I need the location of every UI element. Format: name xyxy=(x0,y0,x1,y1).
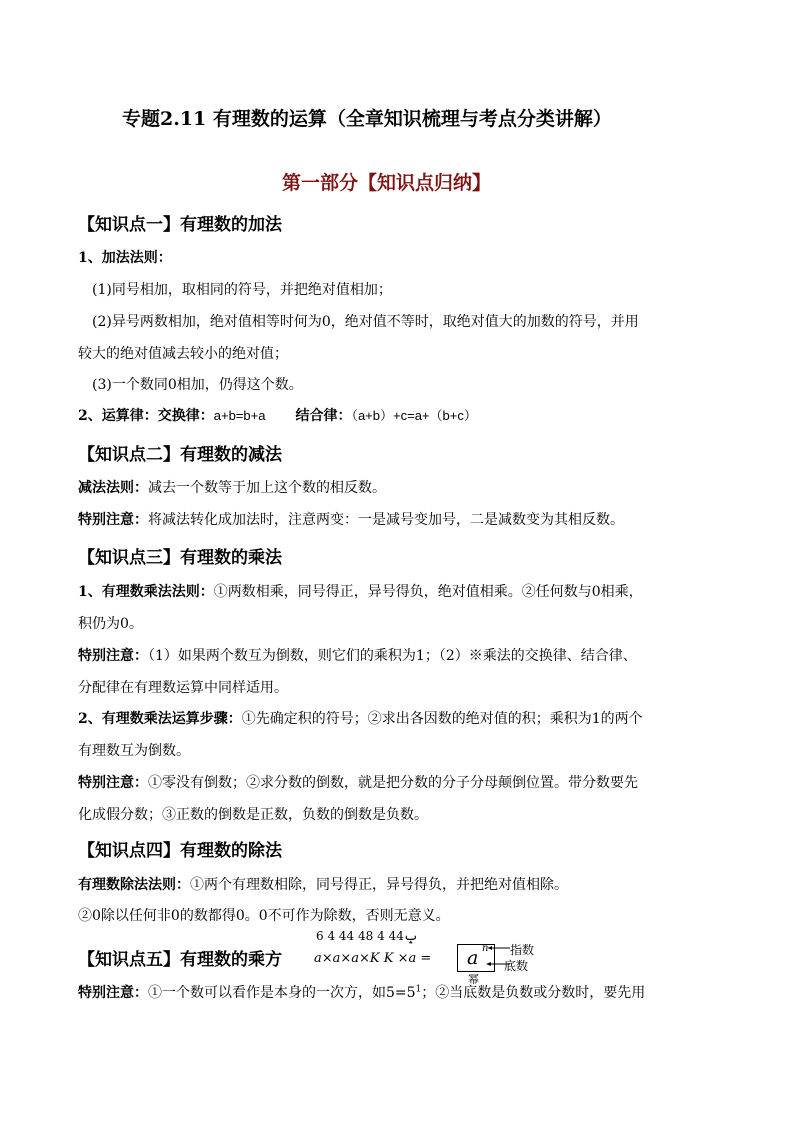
kp1-heading: 【知识点一】有理数的加法 xyxy=(78,215,282,235)
label-base: 底数 xyxy=(504,959,529,973)
kp1-rule1: (1)同号相加，取相同的符号，并把绝对值相加； xyxy=(92,282,392,298)
kp2-rule xyxy=(78,477,386,497)
kp3-note2-label: 特别注意： xyxy=(78,775,148,791)
kp3-rule-a: ①两数相乘，同号得正，异号得负，绝对值相乘。②任何数与0相乘， xyxy=(213,584,643,600)
formula-brace-text: 6 4 44 ݒ44 4 48 xyxy=(316,929,418,943)
kp3-note1-label: 特别注意： xyxy=(78,648,148,664)
kp2-rule-text: 减去一个数等于加上这个数的相反数。 xyxy=(148,480,386,496)
kp2-note xyxy=(78,509,624,529)
kp3-note1-b: 分配律在有理数运算中同样适用。 xyxy=(78,680,288,696)
kp3-note2-a: ①零没有倒数；②求分数的倒数，就是把分数的分子分母颠倒位置。带分数要先 xyxy=(148,775,638,791)
kp1-rule-label: 1、加法法则： xyxy=(78,250,172,266)
label-power: 幂 xyxy=(468,973,479,986)
document-title: 专题2.11 有理数的运算（全章知识梳理与考点分类讲解） xyxy=(122,108,612,130)
kp3-rule xyxy=(78,581,643,601)
kp1-law-comm: a+b=b+a xyxy=(213,408,266,423)
power-formula: a×a×a×K K ×a = xyxy=(314,951,432,966)
kp3-rule-b: 积仍为0。 xyxy=(78,616,143,632)
kp4-rule-b: ②0除以任何非0的数都得0。0不可作为除数，否则无意义。 xyxy=(78,908,450,924)
kp1-rule2a: (2)异号两数相加，绝对值相等时何为0，绝对值不等时，取绝对值大的加数的符号，并用 xyxy=(92,314,639,330)
power-base-symbol: a xyxy=(467,947,479,969)
power-exp-symbol: n xyxy=(482,943,489,954)
kp1-law-assoc: （a+b）+c=a+（b+c） xyxy=(351,408,477,423)
kp4-heading: 【知识点四】有理数的除法 xyxy=(78,841,282,861)
kp4-rule xyxy=(78,874,568,894)
kp3-rule-label: 1、有理数乘法法则： xyxy=(78,584,214,600)
label-exponent: 指数 xyxy=(510,943,535,957)
kp3-steps xyxy=(78,708,643,728)
kp5-note xyxy=(78,982,645,1002)
kp3-steps-b: 有理数互为倒数。 xyxy=(78,743,190,759)
kp3-steps-a: ①先确定积的符号；②求出各因数的绝对值的积；乘积为1的两个 xyxy=(241,711,643,727)
kp2-heading: 【知识点二】有理数的减法 xyxy=(78,445,282,465)
kp1-laws xyxy=(78,405,477,425)
kp3-note1 xyxy=(78,645,637,665)
kp4-rule-label: 有理数除法法则： xyxy=(78,877,190,893)
kp3-steps-label: 2、有理数乘法运算步骤： xyxy=(78,711,242,727)
kp3-note1-a: （1）如果两个数互为倒数，则它们的乘积为1；（2）※乘法的交换律、结合律、 xyxy=(148,648,637,664)
kp2-note-text: 将减法转化成加法时，注意两变：一是减号变加号，二是减数变为其相反数。 xyxy=(148,512,624,528)
kp1-rule2b: 较大的绝对值减去较小的绝对值； xyxy=(78,346,288,362)
kp1-law-label: 2、运算律：交换律： xyxy=(78,408,214,424)
kp3-heading: 【知识点三】有理数的乘法 xyxy=(78,548,282,568)
kp5-note-sup: 1 xyxy=(415,984,422,995)
kp5-note-post: ；②当底数是负数或分数时，要先用 xyxy=(421,985,646,1001)
kp5-note-label: 特别注意： xyxy=(78,985,148,1001)
kp1-law-assoc-label: 结合律： xyxy=(295,408,352,424)
kp1-rule3: (3)一个数同0相加，仍得这个数。 xyxy=(92,377,303,393)
part-heading: 第一部分【知识点归纳】 xyxy=(282,172,492,194)
kp2-rule-label: 减法法则： xyxy=(78,480,148,496)
kp3-note2-b: 化成假分数；③正数的倒数是正数，负数的倒数是负数。 xyxy=(78,807,428,823)
kp2-note-label: 特别注意： xyxy=(78,512,148,528)
kp5-heading: 【知识点五】有理数的乘方 xyxy=(78,950,282,970)
kp3-note2 xyxy=(78,772,638,792)
kp4-rule-a: ①两个有理数相除，同号得正，异号得负，并把绝对值相除。 xyxy=(190,877,568,893)
kp5-note-pre: ①一个数可以看作是本身的一次方，如5=5 xyxy=(148,985,416,1001)
